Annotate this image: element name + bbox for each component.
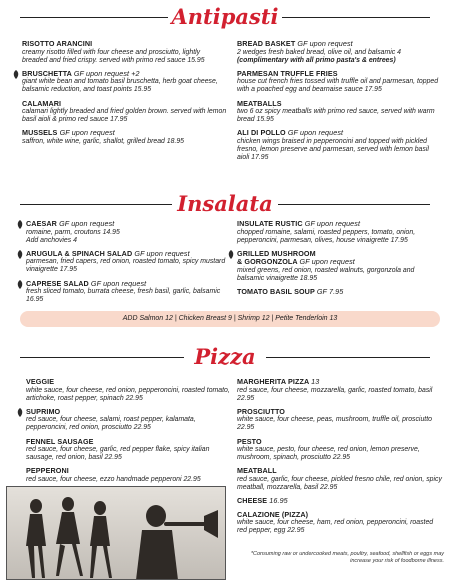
menu-item — [237, 220, 442, 245]
menu-item-name: CALAMARI — [22, 98, 62, 108]
insalata-right-column — [237, 220, 442, 302]
menu-item-note: GF upon request — [287, 128, 344, 138]
menu-item — [237, 378, 442, 403]
menu-item-name: TOMATO BASIL SOUP GF 7.95 — [237, 287, 344, 297]
menu-item-description: giant white bean and tomato basil bruschetta, herb goat cheese, balsamic reduction, and toast points 15.95 — [22, 78, 218, 94]
menu-item-name: FENNEL SAUSAGE — [26, 436, 94, 446]
insalata-header — [0, 191, 450, 217]
menu-item — [237, 129, 442, 162]
menu-item-description: red sauce, four cheese, ezzo handmade pepperoni 22.95 — [26, 475, 201, 483]
menu-item-name: BRUSCHETTA GF upon request +2 — [22, 68, 140, 78]
menu-item-note: GF upon request — [134, 248, 190, 258]
menu-item — [237, 408, 442, 433]
menu-item — [237, 70, 442, 95]
pizza-left-column — [26, 378, 231, 489]
vegetarian-leaf-icon — [17, 408, 23, 417]
menu-item — [26, 378, 231, 403]
menu-item-note: GF upon request — [304, 219, 361, 228]
menu-item-name: CALAZIONE (PIZZA) — [237, 509, 309, 519]
menu-item-description: 2 wedges fresh baked bread, olive oil, and balsamic 4 — [237, 48, 401, 56]
menu-item — [237, 250, 442, 283]
menu-item-description: white sauce, four cheese, red onion, pepperoncini, roasted tomato, artichoke, roast pepper, spinach 22.95 — [26, 386, 230, 402]
menu-item-description: white sauce, pesto, four cheese, red onion, lemon preserve, mushroom, spinach, prosciutto 22.95 — [237, 446, 420, 462]
vegetarian-leaf-icon — [17, 250, 23, 259]
menu-item-name: PARMESAN TRUFFLE FRIES — [237, 68, 338, 78]
menu-item — [237, 100, 442, 125]
menu-item — [26, 220, 231, 245]
menu-item-description: creamy risotto filled with four cheese and prosciutto, lightly breaded and fried crispy. served with primo red sauce 15.95 — [22, 48, 205, 64]
menu-item-name: ARUGULA & SPINACH SALAD GF upon request — [26, 248, 190, 258]
menu-item — [26, 280, 231, 305]
menu-item-name: PROSCIUTTO — [237, 406, 285, 416]
menu-item — [237, 497, 442, 506]
menu-item-bold-note: (complimentary with all primo pasta's & entrees) — [237, 56, 396, 64]
menu-item-name: INSULATE RUSTIC GF upon request — [237, 219, 361, 228]
menu-item-name: MEATBALLS — [237, 98, 282, 108]
menu-item — [237, 511, 442, 536]
vegetarian-leaf-icon — [17, 220, 23, 229]
menu-item — [26, 250, 231, 275]
menu-item-name: GRILLED MUSHROOM & GORGONZOLA GF upon request — [237, 248, 355, 267]
section-title: Antipasti — [171, 4, 279, 29]
menu-item-name: MUSSELS GF upon request — [22, 128, 115, 138]
menu-item-note: GF upon request — [299, 257, 355, 267]
footnote: *Consuming raw or undercooked meats, poultry, seafood, shellfish or eggs may increase your risk of foodborne illness. — [250, 551, 444, 565]
pizza-header — [0, 344, 450, 370]
menu-item-note: 16.95 — [269, 496, 288, 506]
menu-item — [22, 129, 227, 146]
menu-item — [22, 70, 227, 95]
menu-item-note: 13 — [311, 377, 320, 386]
menu-item-description: red sauce, garlic, four cheese, pickled fresno chile, red onion, spicy meatball, mozzarella, basil 22.95 — [237, 475, 442, 492]
menu-item-description: white sauce, four cheese, peas, mushroom, truffle oil, prosciutto 22.95 — [237, 416, 432, 432]
menu-item-name: ALI DI POLLO GF upon request — [237, 128, 344, 138]
menu-item-description: white sauce, four cheese, ham, red onion, pepperoncini, roasted red pepper, egg 22.95 — [237, 519, 434, 535]
menu-item-note: GF upon request — [90, 278, 147, 288]
antipasti-right-column — [237, 40, 442, 167]
menu-item-description: house cut french fries tossed with truffle oil and parmesan, topped with a poached egg and bearnaise sauce 17.95 — [237, 78, 439, 94]
menu-item-name: SUPRIMO — [26, 406, 61, 416]
menu-item — [237, 467, 442, 492]
addons-band: ADD Salmon 12 | Chicken Breast 9 | Shrimp 12 | Petite Tenderloin 13 — [20, 311, 440, 327]
menu-item-description: red sauce, four cheese, salami, roast pepper, kalamata, pepperoncini, red onion, prosciutto 22.95 — [26, 416, 196, 432]
menu-item-name: PESTO — [237, 436, 262, 446]
menu-item-description: calamari lightly breaded and fried golden brown. served with lemon basil aioli & primo red sauce 17.95 — [22, 108, 227, 124]
menu-item-note: GF upon request +2 — [73, 68, 140, 78]
menu-item — [26, 438, 231, 463]
section-title: Insalata — [177, 191, 273, 216]
menu-item-name: CHEESE 16.95 — [237, 496, 288, 506]
section-title: Pizza — [194, 344, 256, 369]
menu-item-name: CAESAR GF upon request — [26, 219, 115, 228]
menu-item-description: fresh sliced tomato, burrata cheese, fresh basil, garlic, balsamic 16.95 — [26, 288, 221, 304]
menu-item-description: romaine, parm, croutons 14.95 Add anchovies 4 — [26, 228, 120, 244]
menu-item-description: red sauce, four cheese, garlic, red pepper flake, spicy italian sausage, red onion, basil 22.95 — [26, 446, 210, 462]
menu-item — [22, 100, 227, 125]
menu-item — [22, 40, 227, 65]
vegetarian-leaf-icon — [13, 70, 19, 79]
menu-item-name: VEGGIE — [26, 377, 55, 386]
insalata-left-column — [26, 220, 231, 309]
pizza-right-column — [237, 378, 442, 541]
menu-item-note: GF 7.95 — [316, 287, 344, 297]
vegetarian-leaf-icon — [228, 250, 234, 259]
menu-item — [26, 467, 231, 484]
menu-item-description: saffron, white wine, garlic, shallot, grilled bread 18.95 — [22, 137, 185, 145]
menu-item-name: PEPPERONI — [26, 466, 69, 476]
vintage-jazz-photo — [6, 486, 226, 580]
menu-item-description: chicken wings braised in pepperoncini and topped with pickled fresno, lemon preserve and parmesan, served with lemon basil aioli 17.95 — [237, 137, 429, 162]
menu-item-name: BREAD BASKET GF upon request — [237, 39, 353, 48]
menu-item-name: CAPRESE SALAD GF upon request — [26, 278, 147, 288]
menu-item-description: parmesan, fried capers, red onion, roasted tomato, spicy mustard vinaigrette 17.95 — [26, 258, 226, 274]
menu-item-name: MARGHERITA PIZZA 13 — [237, 377, 320, 386]
menu-item-description: red sauce, four cheese, mozzarella, garlic, roasted tomato, basil 22.95 — [237, 386, 433, 402]
menu-item-name: MEATBALL — [237, 466, 277, 476]
menu-item-note: GF upon request — [59, 128, 115, 138]
menu-item-name: RISOTTO ARANCINI — [22, 39, 93, 48]
menu-item — [237, 40, 442, 65]
antipasti-left-column — [22, 40, 227, 151]
menu-item-note: GF upon request — [297, 39, 353, 48]
menu-item — [237, 438, 442, 463]
menu-item-note: GF upon request — [59, 219, 115, 228]
menu-item — [26, 408, 231, 433]
menu-item-description: chopped romaine, salami, roasted peppers, tomato, onion, pepperoncini, parmesan, olives, house vinaigrette 17.95 — [237, 228, 416, 244]
menu-item — [237, 288, 442, 297]
menu-item-description: two 6 oz spicy meatballs with primo red sauce, served with warm bread 15.95 — [237, 108, 435, 124]
antipasti-header — [0, 4, 450, 30]
menu-item-description: mixed greens, red onion, roasted walnuts, gorgonzola and balsamic vinaigrette 18.95 — [237, 266, 415, 283]
vegetarian-leaf-icon — [17, 280, 23, 289]
